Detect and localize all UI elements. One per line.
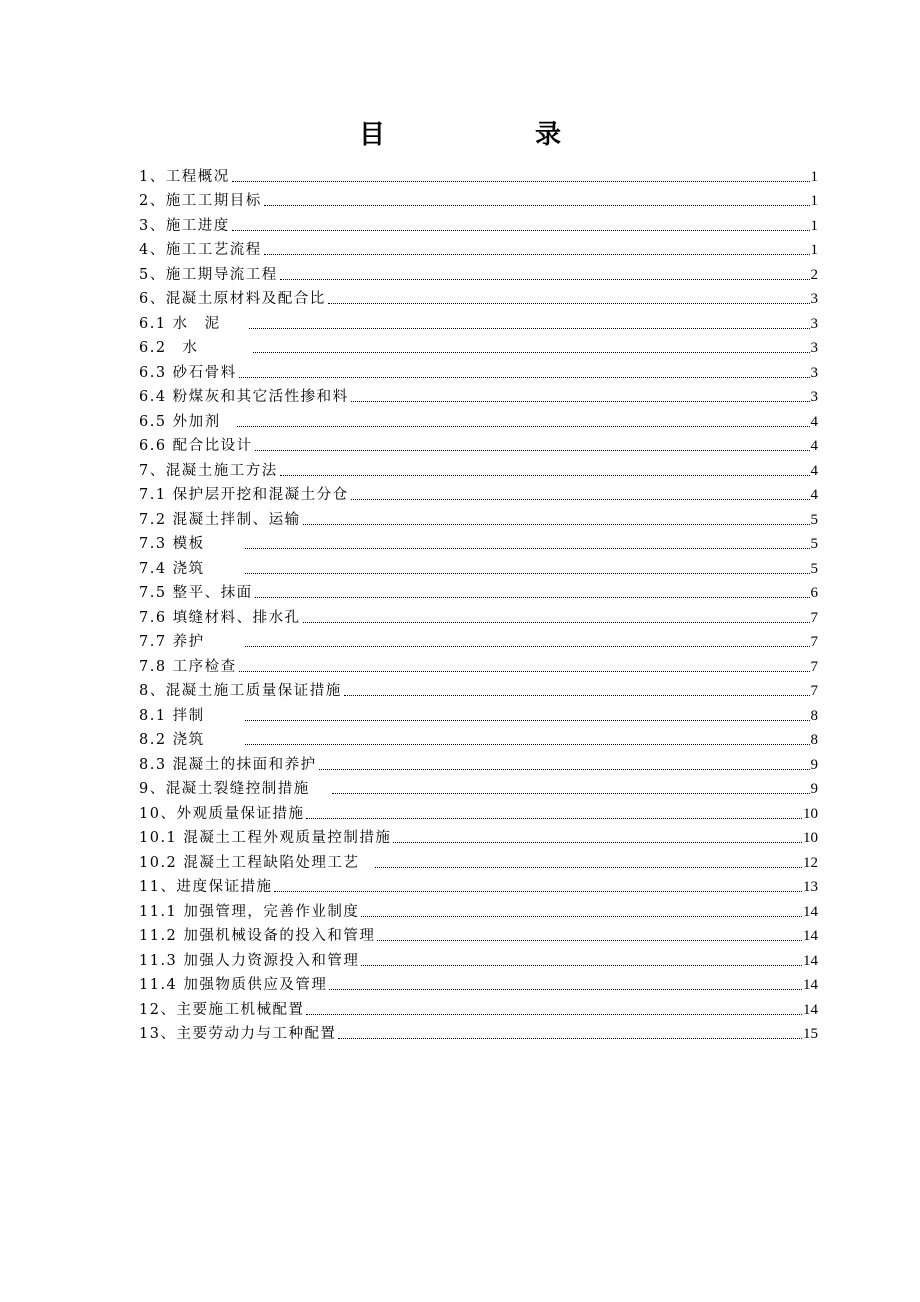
toc-dot-leader — [245, 646, 810, 647]
toc-entry[interactable] — [139, 259, 818, 284]
toc-dot-leader — [255, 450, 810, 451]
toc-entry[interactable] — [139, 945, 818, 970]
toc-dot-leader — [274, 891, 802, 892]
toc-dot-leader — [303, 524, 810, 525]
toc-entry[interactable] — [139, 847, 818, 872]
toc-dot-leader — [361, 965, 802, 966]
toc-entry-label: 5、施工期导流工程 — [139, 266, 278, 283]
toc-entry-label: 7.1 保护层开挖和混凝土分仓 — [139, 487, 349, 503]
toc-page-number: 10 — [803, 830, 818, 846]
toc-entry[interactable] — [139, 186, 818, 211]
toc-entry-label: 6.3 砂石骨料 — [139, 364, 237, 381]
toc-page-number: 4 — [810, 413, 818, 430]
toc-page-number: 7 — [810, 609, 818, 626]
toc-dot-leader — [232, 181, 810, 182]
toc-dot-leader — [245, 548, 810, 549]
toc-page-number: 14 — [803, 952, 818, 969]
toc-entry[interactable] — [139, 431, 818, 456]
toc-page-number: 6 — [810, 585, 818, 601]
toc-page-number: 14 — [803, 928, 818, 944]
table-of-contents — [139, 161, 818, 1043]
toc-entry-label: 7.3 模板 — [139, 536, 205, 552]
toc-entry-label: 11.4 加强物质供应及管理 — [139, 977, 328, 993]
toc-dot-leader — [232, 230, 810, 231]
toc-dot-leader — [328, 303, 810, 304]
toc-entry[interactable] — [139, 553, 818, 578]
toc-entry-label: 6.5 外加剂 — [139, 413, 221, 430]
toc-entry-label: 6.6 配合比设计 — [139, 438, 253, 454]
toc-entry-label: 10.2 混凝土工程缺陷处理工艺 — [139, 854, 360, 871]
toc-entry[interactable] — [139, 676, 818, 701]
toc-entry-label: 7.6 填缝材料、排水孔 — [139, 609, 301, 626]
toc-entry[interactable] — [139, 602, 818, 627]
toc-entry[interactable] — [139, 210, 818, 235]
toc-entry[interactable] — [139, 455, 818, 480]
toc-dot-leader — [393, 842, 802, 843]
toc-entry[interactable] — [139, 406, 818, 431]
toc-page-number: 7 — [810, 683, 818, 699]
toc-entry[interactable] — [139, 774, 818, 799]
toc-entry[interactable] — [139, 529, 818, 554]
toc-page-number: 1 — [810, 242, 818, 258]
toc-entry-label: 7.5 整平、抹面 — [139, 585, 253, 601]
toc-dot-leader — [255, 597, 810, 598]
toc-page-number: 3 — [810, 315, 818, 332]
toc-entry[interactable] — [139, 872, 818, 897]
toc-entry[interactable] — [139, 235, 818, 260]
toc-entry[interactable] — [139, 627, 818, 652]
toc-page-number: 3 — [810, 364, 818, 381]
toc-entry-label: 8.1 拌制 — [139, 707, 205, 724]
toc-page-number: 5 — [810, 560, 818, 577]
toc-entry-label: 11.2 加强机械设备的投入和管理 — [139, 928, 376, 944]
toc-entry[interactable] — [139, 970, 818, 995]
toc-page-number: 10 — [803, 805, 818, 822]
toc-entry-label: 11、进度保证措施 — [139, 879, 273, 895]
toc-entry[interactable] — [139, 896, 818, 921]
toc-entry[interactable] — [139, 749, 818, 774]
toc-page-number: 5 — [810, 511, 818, 528]
toc-page-number: 14 — [803, 903, 818, 920]
toc-page-number: 2 — [810, 266, 818, 283]
toc-page-number: 1 — [810, 217, 818, 234]
toc-page-number: 3 — [810, 340, 818, 356]
toc-dot-leader — [245, 573, 810, 574]
toc-dot-leader — [361, 916, 802, 917]
toc-dot-leader — [329, 989, 802, 990]
toc-entry-label: 7.2 混凝土拌制、运输 — [139, 511, 301, 528]
toc-page-number: 4 — [810, 487, 818, 503]
toc-dot-leader — [306, 1014, 802, 1015]
toc-entry-label: 8、混凝土施工质量保证措施 — [139, 683, 342, 699]
toc-dot-leader — [377, 940, 802, 941]
toc-entry-label: 2、施工工期目标 — [139, 193, 262, 209]
toc-entry[interactable] — [139, 333, 818, 358]
toc-dot-leader — [264, 254, 810, 255]
toc-dot-leader — [338, 1038, 802, 1039]
toc-entry[interactable] — [139, 921, 818, 946]
toc-entry-label: 6.2 水 — [139, 340, 199, 356]
toc-entry[interactable] — [139, 725, 818, 750]
toc-entry-label: 8.2 浇筑 — [139, 732, 205, 748]
toc-entry-label: 13、主要劳动力与工种配置 — [139, 1026, 337, 1042]
toc-page-number: 13 — [803, 879, 818, 895]
toc-entry-label: 3、施工进度 — [139, 217, 230, 234]
toc-entry-label: 1、工程概况 — [139, 168, 230, 185]
toc-entry[interactable] — [139, 308, 818, 333]
toc-entry-label: 9、混凝土裂缝控制措施 — [139, 781, 310, 797]
toc-page-number: 8 — [810, 732, 818, 748]
toc-entry[interactable] — [139, 651, 818, 676]
toc-page-number: 4 — [810, 438, 818, 454]
toc-entry[interactable] — [139, 504, 818, 529]
toc-page-number: 4 — [810, 462, 818, 479]
toc-dot-leader — [264, 205, 810, 206]
toc-entry-label: 8.3 混凝土的抹面和养护 — [139, 756, 317, 773]
toc-entry[interactable] — [139, 994, 818, 1019]
toc-page-number: 8 — [810, 707, 818, 724]
toc-entry-label: 6.1 水 泥 — [139, 315, 221, 332]
toc-dot-leader — [245, 720, 810, 721]
toc-entry-label: 11.1 加强管理，完善作业制度 — [139, 903, 360, 920]
toc-entry-label: 7.8 工序检查 — [139, 658, 237, 675]
toc-dot-leader — [375, 867, 802, 868]
toc-dot-leader — [239, 377, 810, 378]
toc-page-number: 12 — [803, 854, 818, 871]
toc-dot-leader — [245, 744, 810, 745]
toc-entry[interactable] — [139, 798, 818, 823]
toc-entry[interactable] — [139, 700, 818, 725]
toc-dot-leader — [351, 401, 810, 402]
toc-entry-label: 6.4 粉煤灰和其它活性掺和料 — [139, 389, 349, 405]
toc-entry-label: 12、主要施工机械配置 — [139, 1001, 305, 1018]
toc-entry-label: 7.4 浇筑 — [139, 560, 205, 577]
toc-page-number: 1 — [810, 168, 818, 185]
toc-dot-leader — [306, 818, 802, 819]
toc-dot-leader — [237, 426, 810, 427]
toc-entry[interactable] — [139, 382, 818, 407]
toc-page-number: 14 — [803, 1001, 818, 1018]
toc-entry-label: 10.1 混凝土工程外观质量控制措施 — [139, 830, 392, 846]
toc-dot-leader — [280, 279, 810, 280]
toc-entry-label: 7、混凝土施工方法 — [139, 462, 278, 479]
toc-entry[interactable] — [139, 480, 818, 505]
toc-entry-label: 7.7 养护 — [139, 634, 205, 650]
toc-page-number: 1 — [810, 193, 818, 209]
toc-dot-leader — [253, 352, 810, 353]
toc-entry[interactable] — [139, 1019, 818, 1044]
toc-entry[interactable] — [139, 823, 818, 848]
toc-dot-leader — [319, 769, 810, 770]
toc-entry-label: 10、外观质量保证措施 — [139, 805, 305, 822]
toc-page-number: 14 — [803, 977, 818, 993]
toc-page-number: 7 — [810, 634, 818, 650]
toc-dot-leader — [280, 475, 810, 476]
toc-entry-label: 11.3 加强人力资源投入和管理 — [139, 952, 360, 969]
toc-dot-leader — [249, 328, 810, 329]
toc-page-number: 3 — [810, 291, 818, 307]
page-title: 目 录 — [358, 120, 623, 150]
toc-entry[interactable] — [139, 357, 818, 382]
toc-page-number: 9 — [810, 756, 818, 773]
toc-page-number: 5 — [810, 536, 818, 552]
toc-entry[interactable] — [139, 161, 818, 186]
toc-dot-leader — [303, 622, 810, 623]
toc-dot-leader — [344, 695, 810, 696]
toc-page-number: 7 — [810, 658, 818, 675]
toc-entry[interactable] — [139, 578, 818, 603]
toc-dot-leader — [332, 793, 810, 794]
toc-dot-leader — [239, 671, 810, 672]
toc-page-number: 15 — [803, 1026, 818, 1042]
toc-page-number: 9 — [810, 781, 818, 797]
toc-entry-label: 4、施工工艺流程 — [139, 242, 262, 258]
toc-entry[interactable] — [139, 284, 818, 309]
toc-dot-leader — [351, 499, 810, 500]
toc-page-number: 3 — [810, 389, 818, 405]
toc-entry-label: 6、混凝土原材料及配合比 — [139, 291, 326, 307]
